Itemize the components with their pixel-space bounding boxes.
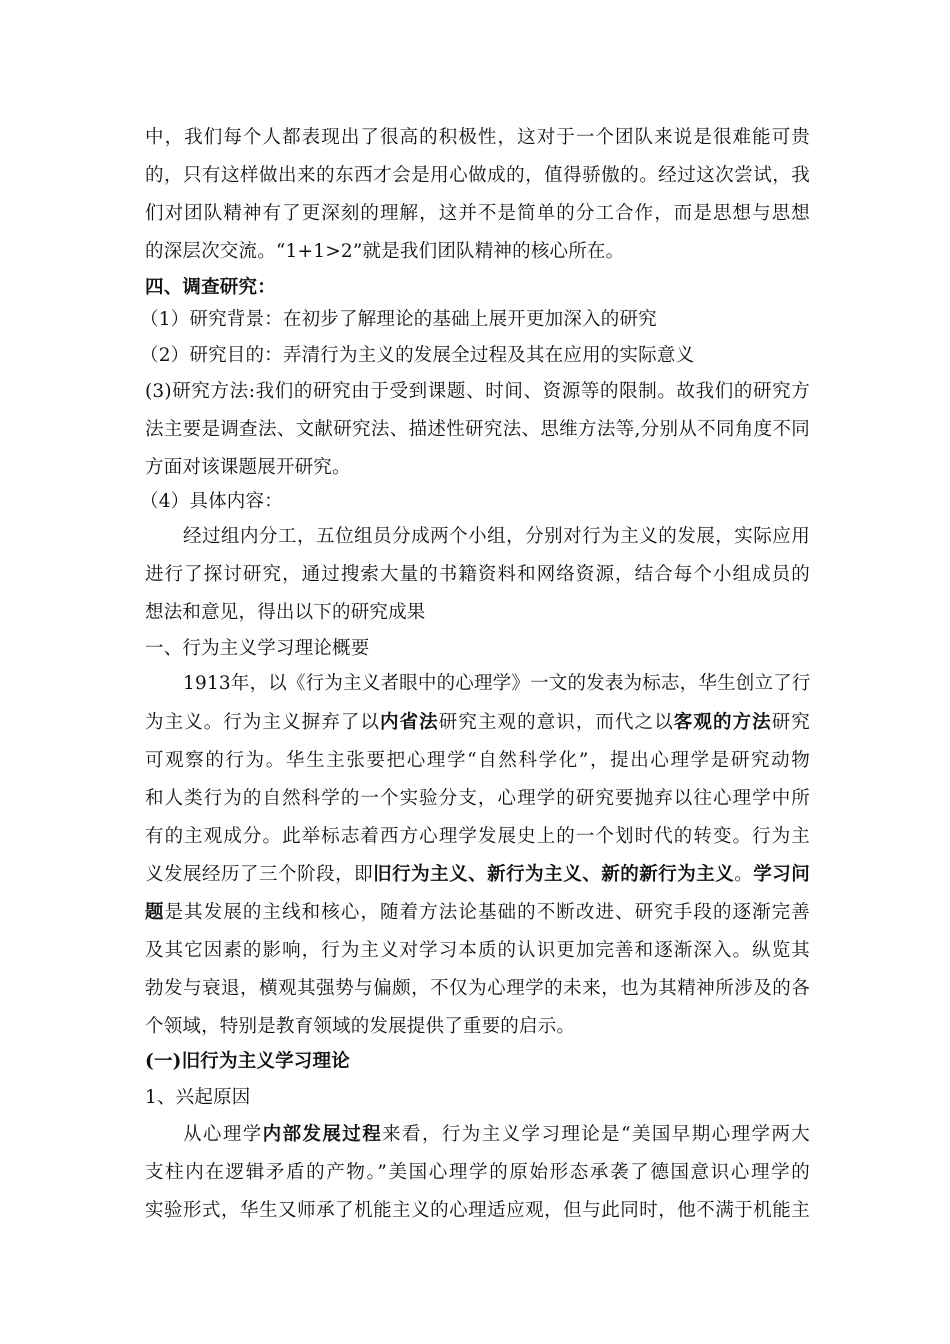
subsection-heading: 一、行为主义学习理论概要 — [145, 638, 370, 659]
text-run: 来看，行为主义学习理论是“美国早期心理学两大 — [382, 1124, 810, 1145]
paragraph-line — [145, 705, 810, 741]
bold-term: 学习问 — [753, 864, 810, 885]
text-run: 研究主观的意识，而代之以 — [438, 712, 674, 733]
bold-term: 内部发展过程 — [262, 1124, 383, 1145]
text-run: 从心理学 — [183, 1124, 263, 1145]
paragraph-line: 和人类行为的自然科学的一个实验分支，心理学的研究要抛弃以往心理学中所 — [145, 788, 810, 809]
text-run: 研究 — [771, 712, 811, 733]
bold-term: 内省法 — [380, 712, 439, 733]
paragraph-line: 及其它因素的影响，行为主义对学习本质的认识更加完善和逐渐深入。纵览其 — [145, 940, 810, 961]
paragraph-line: 实验形式，华生又师承了机能主义的心理适应观，但与此同时，他不满于机能主 — [145, 1200, 810, 1221]
list-item: （2）研究目的：弄清行为主义的发展全过程及其在应用的实际意义 — [140, 345, 695, 366]
list-item: （4）具体内容： — [140, 491, 283, 512]
paragraph-line: 方面对该课题展开研究。 — [145, 457, 351, 478]
paragraph-line: 有的主观成分。此举标志着西方心理学发展史上的一个划时代的转变。行为主 — [145, 826, 810, 847]
section-heading: 四、调查研究： — [145, 277, 276, 298]
paragraph-line: 1913年，以《行为主义者眼中的心理学》一文的发表为标志，华生创立了行 — [183, 673, 811, 694]
bold-term: 客观的方法 — [673, 712, 772, 733]
text-run: 。 — [734, 864, 754, 885]
paragraph-line: 勃发与衰退，横观其强势与偏颇，不仅为心理学的未来，也为其精神所涉及的各 — [145, 978, 810, 999]
paragraph-line: 想法和意见，得出以下的研究成果 — [145, 602, 426, 623]
paragraph-line: 法主要是调查法、文献研究法、描述性研究法、思维方法等,分别从不同角度不同 — [145, 419, 810, 440]
paragraph-line: 的，只有这样做出来的东西才会是用心做成的，值得骄傲的。经过这次尝试，我 — [145, 165, 810, 186]
text-run: 是其发展的主线和核心，随着方法论基础的不断改进、研究手段的逐渐完善 — [164, 902, 810, 923]
subsection-heading: 1、兴起原因 — [145, 1087, 251, 1108]
bold-term: 旧行为主义、新行为主义、新的新行为主义 — [373, 864, 735, 885]
paragraph-line: 中，我们每个人都表现出了很高的积极性，这对于一个团队来说是很难能可贵 — [145, 127, 810, 148]
paragraph-line: 个领域，特别是教育领域的发展提供了重要的启示。 — [145, 1016, 576, 1037]
paragraph-line: 的深层次交流。“1+1>2”就是我们团队精神的核心所在。 — [145, 241, 625, 262]
paragraph-line — [183, 1117, 810, 1153]
bold-term: 题 — [145, 902, 165, 923]
subsection-heading: (一)旧行为主义学习理论 — [145, 1051, 350, 1072]
paragraph-line — [145, 895, 810, 931]
list-item: （1）研究背景：在初步了解理论的基础上展开更加深入的研究 — [140, 309, 657, 330]
paragraph-line — [145, 857, 810, 893]
paragraph-line: 们对团队精神有了更深刻的理解，这并不是简单的分工合作，而是思想与思想 — [145, 203, 810, 224]
paragraph-line: 可观察的行为。华生主张要把心理学“自然科学化”，提出心理学是研究动物 — [145, 750, 810, 771]
paragraph-line: 支柱内在逻辑矛盾的产物。”美国心理学的原始形态承袭了德国意识心理学的 — [145, 1162, 810, 1183]
paragraph-line: 进行了探讨研究，通过搜索大量的书籍资料和网络资源，结合每个小组成员的 — [145, 564, 810, 585]
paragraph-line: 经过组内分工，五位组员分成两个小组，分别对行为主义的发展，实际应用 — [183, 526, 810, 547]
text-run: 义发展经历了三个阶段，即 — [145, 864, 374, 885]
text-run: 为主义。行为主义摒弃了以 — [145, 712, 381, 733]
list-item: (3)研究方法:我们的研究由于受到课题、时间、资源等的限制。故我们的研究方 — [145, 381, 810, 402]
